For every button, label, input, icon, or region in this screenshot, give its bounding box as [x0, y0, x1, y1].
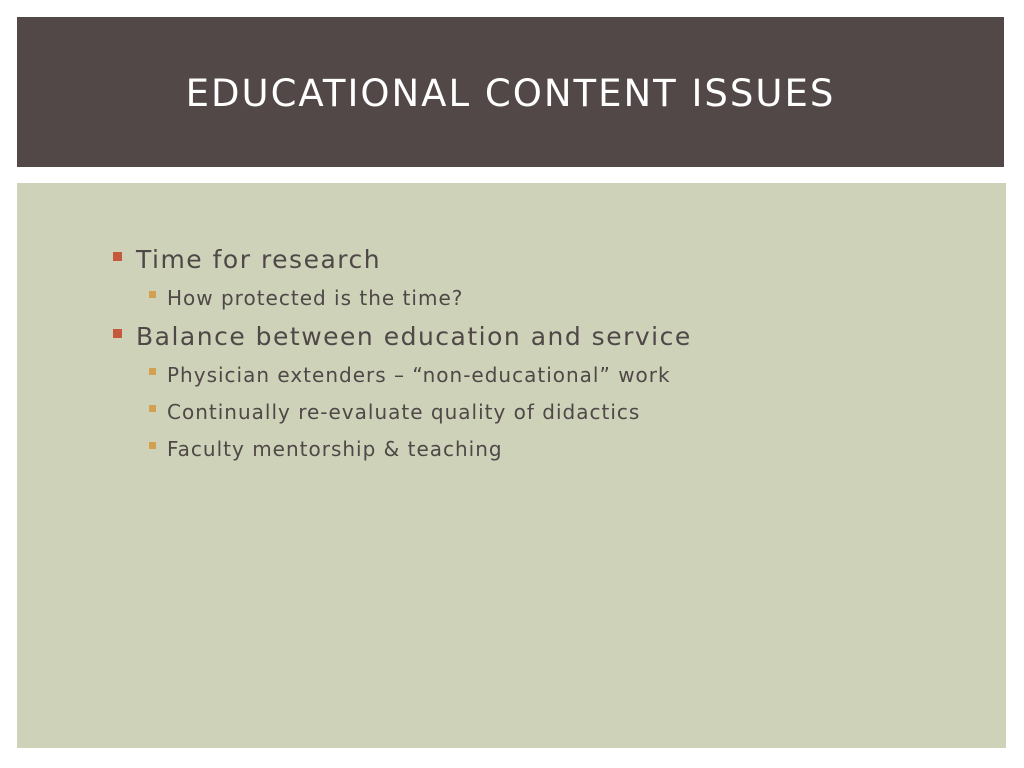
- bullet-item: [113, 316, 692, 356]
- sub-bullet-text: How protected is the time?: [167, 285, 464, 310]
- content-panel: [17, 183, 1006, 748]
- sub-bullet-item: [113, 393, 692, 430]
- slide-title: EDUCATIONAL CONTENT ISSUES: [185, 71, 836, 115]
- bullet-text: Balance between education and service: [136, 321, 692, 351]
- bullet-item: [113, 239, 692, 279]
- sub-bullet-text: Physician extenders – “non-educational” work: [167, 362, 671, 387]
- sub-bullet-text: Faculty mentorship & teaching: [167, 436, 503, 461]
- bullet-list: [113, 239, 692, 467]
- sub-bullet-square-icon: [149, 368, 156, 375]
- bullet-square-icon: [113, 252, 122, 261]
- title-band: [17, 17, 1004, 167]
- sub-bullet-square-icon: [149, 442, 156, 449]
- sub-bullet-item: [113, 279, 692, 316]
- sub-bullet-item: [113, 356, 692, 393]
- bullet-text: Time for research: [136, 244, 382, 274]
- bullet-square-icon: [113, 329, 122, 338]
- sub-bullet-text: Continually re-evaluate quality of didactics: [167, 399, 641, 424]
- sub-bullet-square-icon: [149, 291, 156, 298]
- sub-bullet-item: [113, 430, 692, 467]
- sub-bullet-square-icon: [149, 405, 156, 412]
